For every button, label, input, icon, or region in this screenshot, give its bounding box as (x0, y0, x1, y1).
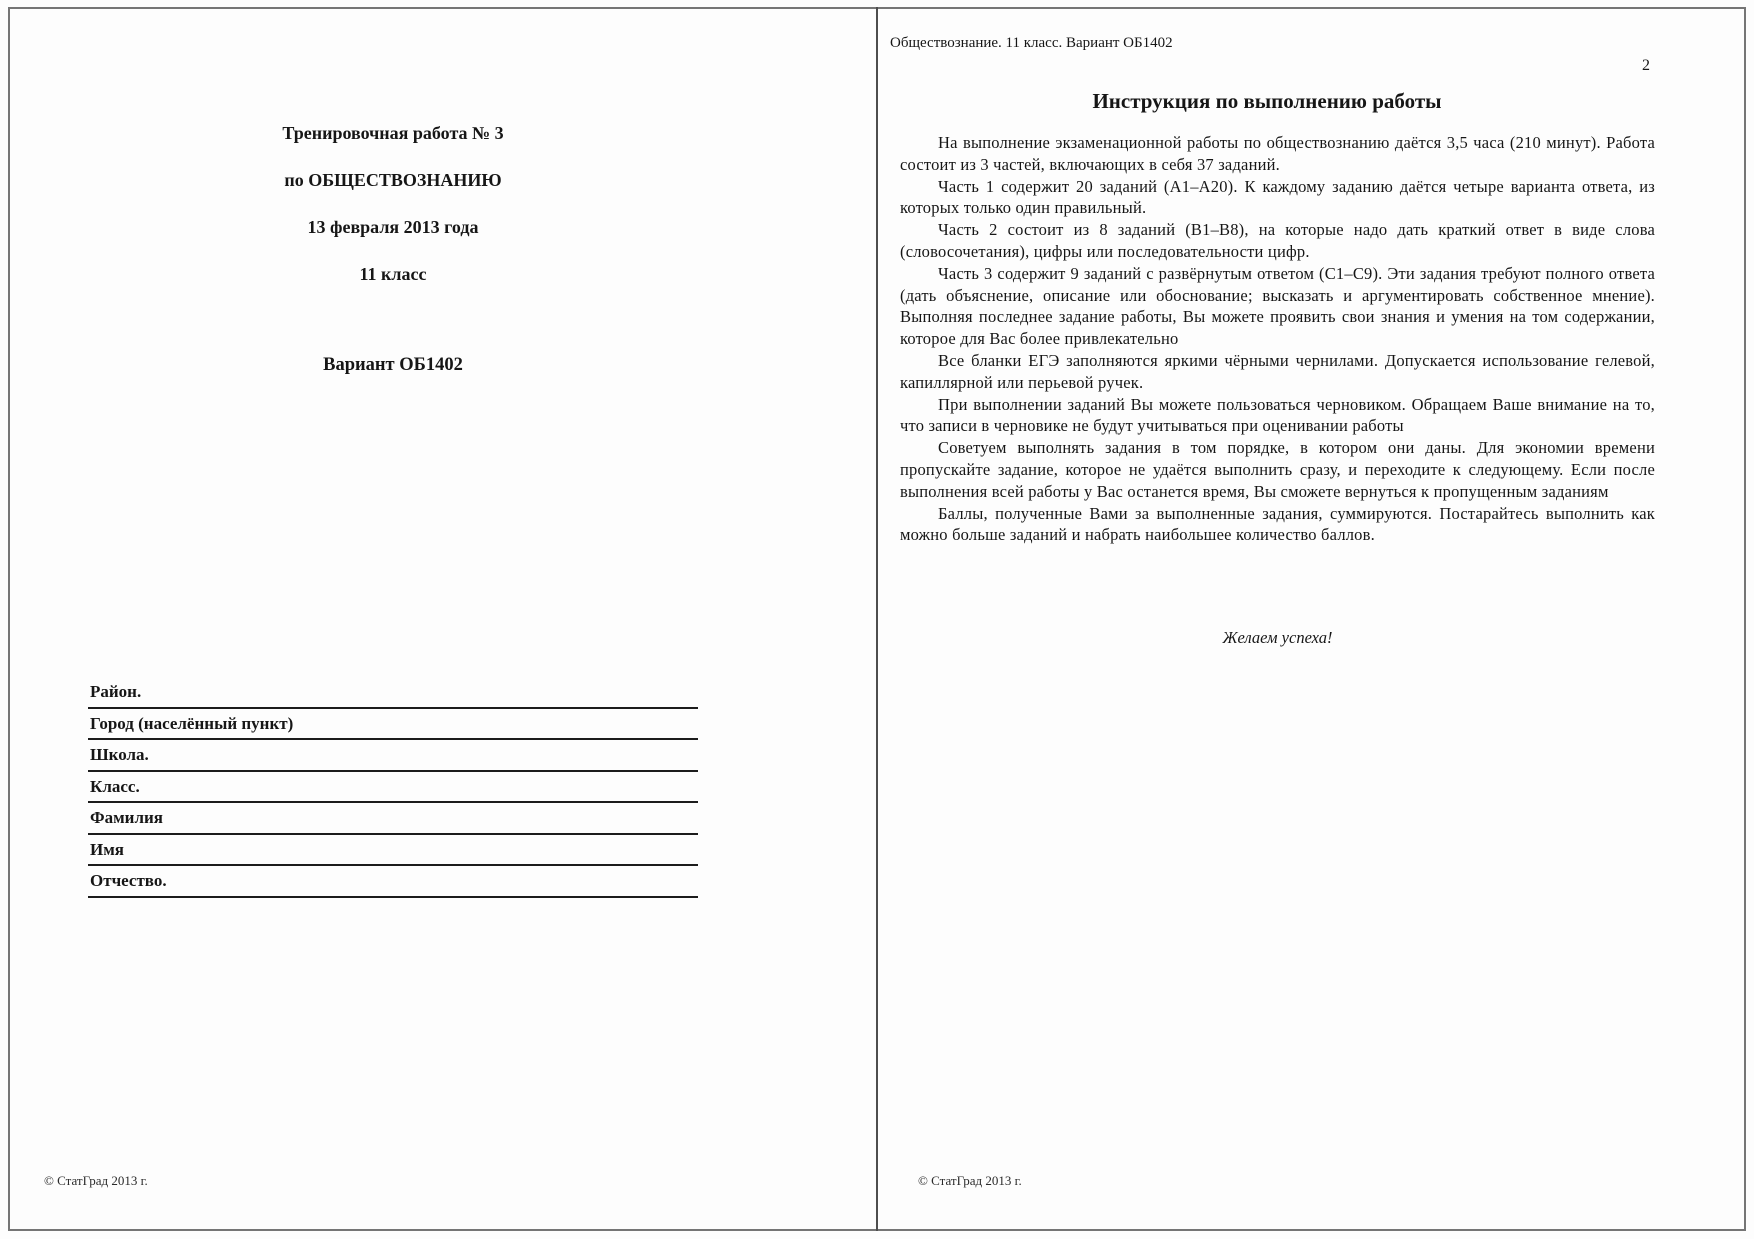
form-label: Школа. (90, 745, 149, 764)
variant-label: Вариант ОБ1402 (323, 355, 463, 375)
instruction-paragraph: На выполнение экзаменационной работы по обществознанию даётся 3,5 часа (210 минут). Работа состоит из 3 частей, включающих в себя 37 заданий. (900, 133, 1655, 174)
title-line: 11 класс (359, 264, 427, 284)
instruction-paragraph: При выполнении заданий Вы можете пользоваться черновиком. Обращаем Ваше внимание на то, что записи в черновике не будут учитываться при оценивании работы (900, 394, 1655, 436)
instruction-paragraph: Часть 3 содержит 9 заданий с развёрнутым ответом (С1–С9). Эти задания требуют полного ответа (дать объяснение, описание или обоснование; высказать и аргументировать собственное мнение). Выполняя последнее задание работы, Вы можете проявить свои знания и умения на том содержании, которое для Вас более привлекательно (900, 263, 1655, 349)
form-row-name (88, 835, 698, 867)
instruction-paragraph: Советуем выполнять задания в том порядке, в котором они даны. Для экономии времени пропускайте задание, которое не удаётся выполнить сразу, и переходите к следующему. Если после выполнения всей работы у Вас останется время, Вы сможете вернуться к пропущенным заданиям (900, 438, 1655, 501)
form-label: Имя (90, 839, 124, 859)
running-header: Обществознание. 11 класс. Вариант ОБ1402 (890, 35, 1173, 51)
form-label: Район. (90, 682, 142, 701)
instruction-paragraph: Все бланки ЕГЭ заполняются яркими чёрными чернилами. Допускается использование гелевой, капиллярной или перьевой ручек. (900, 350, 1655, 392)
copyright-left: © СтатГрад 2013 г. (44, 1173, 148, 1188)
form-row-class (88, 772, 698, 804)
copyright-right: © СтатГрад 2013 г. (918, 1173, 1022, 1188)
student-info-form (88, 677, 698, 898)
form-label: Класс. (90, 776, 140, 796)
form-label: Фамилия (90, 808, 164, 827)
form-row-patronymic (88, 866, 698, 898)
form-row-city (88, 709, 698, 741)
page-number: 2 (1642, 57, 1650, 74)
form-row-district (88, 677, 698, 709)
instructions-title: Инструкция по выполнению работы (1092, 89, 1442, 113)
form-row-school (88, 740, 698, 772)
form-label: Отчество. (90, 871, 167, 890)
instructions-body (900, 132, 1655, 546)
cover-title-block (88, 110, 698, 298)
form-label: Город (населённый пункт) (90, 713, 294, 733)
instruction-paragraph: Часть 1 содержит 20 заданий (А1–А20). К каждому заданию даётся четыре варианта ответа, из которых только один правильный. (900, 176, 1655, 218)
page-divider (876, 7, 878, 1231)
instruction-paragraph: Баллы, полученные Вами за выполненные задания, суммируются. Постарайтесь выполнить как можно больше заданий и набрать наибольшее количество баллов. (900, 503, 1655, 545)
instruction-paragraph: Часть 2 состоит из 8 заданий (В1–В8), на которые надо дать краткий ответ в виде слова (словосочетания), цифры или последовательности цифр. (900, 220, 1655, 261)
closing-wish: Желаем успеха! (1222, 628, 1333, 647)
form-row-surname (88, 803, 698, 835)
title-line: по ОБЩЕСТВОЗНАНИЮ (284, 170, 502, 190)
title-line: 13 февраля 2013 года (307, 217, 479, 237)
title-line: Тренировочная работа № 3 (282, 123, 504, 143)
